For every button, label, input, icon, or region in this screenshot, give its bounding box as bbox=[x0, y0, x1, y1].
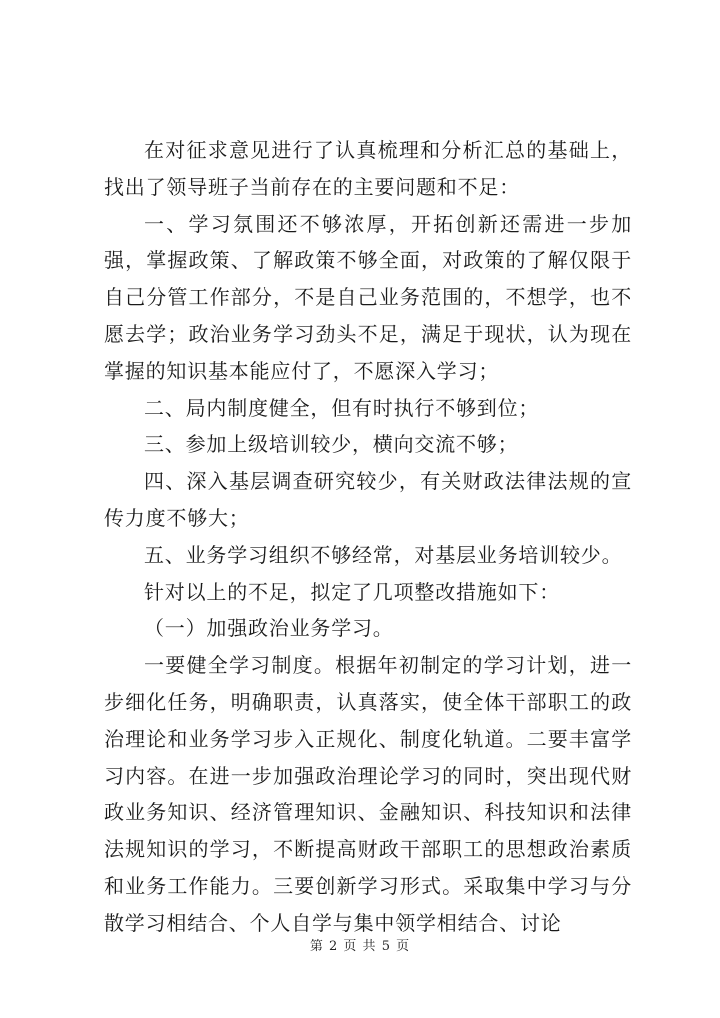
paragraph-measure-heading-1: （一）加强政治业务学习。 bbox=[144, 616, 394, 641]
paragraph-issue-1: 一、学习氛围还不够浓厚，开拓创新还需进一步加强，掌握政策、了解政策不够全面，对政策的了解仅限于自己分管工作部分，不是自己业务范围的，不想学，也不愿去学；政治业务学习劲头不足，满足于现状，认为现在掌握的知识基本能应付了，不愿深入学习； bbox=[104, 211, 632, 383]
paragraph-issue-5: 五、业务学习组织不够经常，对基层业务培训较少。 bbox=[144, 542, 623, 567]
paragraph-issue-3: 三、参加上级培训较少，横向交流不够； bbox=[144, 432, 519, 457]
paragraph-issue-4: 四、深入基层调查研究较少，有关财政法律法规的宣传力度不够大； bbox=[104, 469, 632, 530]
paragraph-issue-2: 二、局内制度健全，但有时执行不够到位； bbox=[144, 395, 540, 420]
page-footer: 第 2 页 共 5 页 bbox=[309, 939, 411, 954]
paragraph-measure-body-1: 一要健全学习制度。根据年初制定的学习计划，进一步细化任务，明确职责，认真落实，使全体干部职工的政治理论和业务学习步入正规化、制度化轨道。二要丰富学习内容。在进一步加强政治理论学习的同时，突出现代财政业务知识、经济管理知识、金融知识、科技知识和法律法规知识的学习，不断提高财政干部职工的思想政治素质和业务工作能力。三要创新学习形式。采取集中学习与分散学习相结合、个人自学与集中领学相结合、讨论 bbox=[104, 653, 632, 935]
document-body bbox=[104, 132, 632, 942]
paragraph-intro: 在对征求意见进行了认真梳理和分析汇总的基础上，找出了领导班子当前存在的主要问题和不足： bbox=[104, 138, 632, 199]
paragraph-measures-intro: 针对以上的不足，拟定了几项整改措施如下： bbox=[144, 579, 560, 604]
